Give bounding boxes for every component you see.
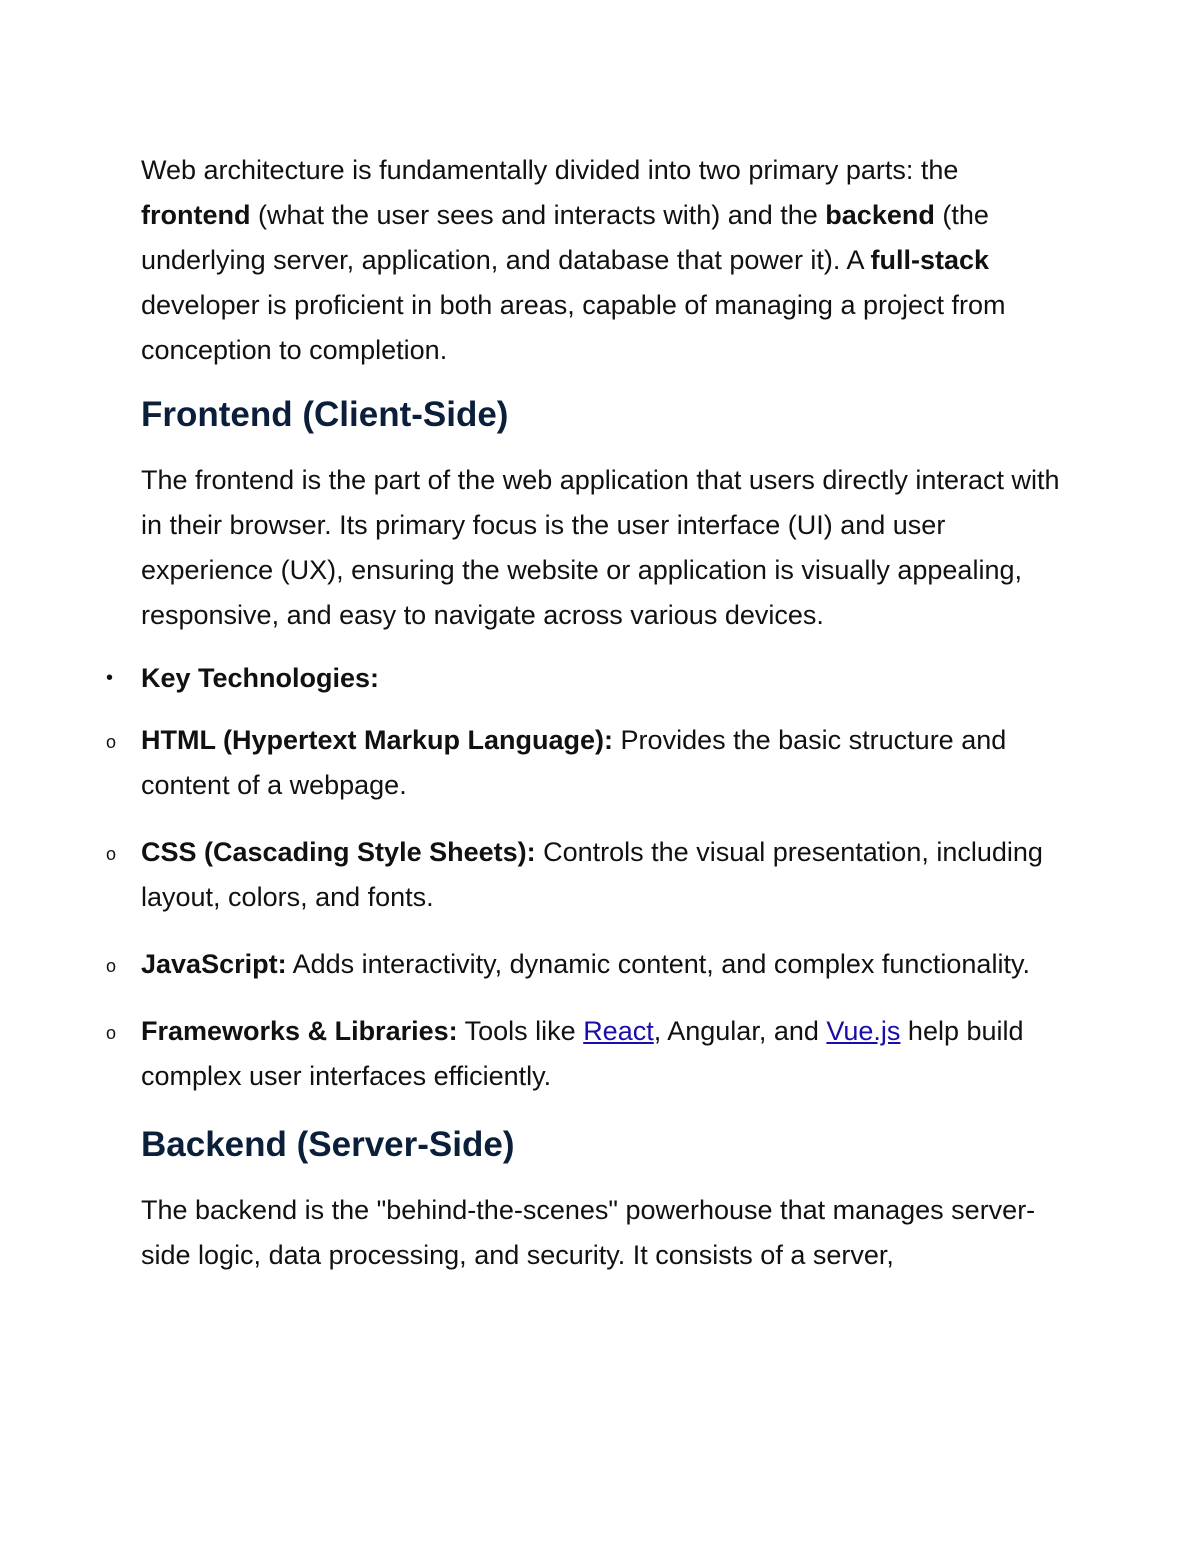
item-label: JavaScript:: [141, 949, 287, 979]
frontend-paragraph: The frontend is the part of the web application that users directly interact with in their browser. Its primary focus is the user interface (UI) and user experience (UX), ensuring the website or application is visually appealing, responsive, and easy to navigate across various devices.: [141, 465, 1060, 630]
intro-text: (the underlying server, application, and database that power it). A: [141, 200, 989, 275]
bullet-circle-icon: o: [106, 732, 117, 752]
key-technologies-label: Key Technologies:: [141, 663, 380, 693]
intro-bold-frontend: frontend: [141, 200, 251, 230]
item-label: CSS (Cascading Style Sheets):: [141, 837, 536, 867]
react-link[interactable]: React: [583, 1016, 654, 1046]
list-item-javascript: [106, 942, 1071, 987]
item-text: Adds interactivity, dynamic content, and complex functionality.: [286, 949, 1030, 979]
backend-heading: Backend (Server-Side): [141, 1125, 515, 1164]
bullet-circle-icon: o: [106, 844, 117, 864]
backend-paragraph: The backend is the "behind-the-scenes" powerhouse that manages server-side logic, data processing, and security. It consists of a server,: [141, 1195, 1036, 1270]
item-text: , Angular, and: [653, 1016, 827, 1046]
key-technologies-list: [106, 656, 1071, 701]
item-label: HTML (Hypertext Markup Language):: [141, 725, 614, 755]
item-text: help build complex user interfaces efficiently.: [141, 1016, 1024, 1091]
item-text: Controls the visual presentation, including layout, colors, and fonts.: [141, 837, 1043, 912]
bullet-circle-icon: o: [106, 1023, 117, 1043]
intro-text: Web architecture is fundamentally divided into two primary parts: the: [141, 155, 959, 185]
list-item-frameworks: [106, 1009, 1071, 1099]
intro-text: (what the user sees and interacts with) and the: [250, 200, 826, 230]
vuejs-link[interactable]: Vue.js: [826, 1016, 901, 1046]
list-item-html: [106, 718, 1071, 808]
document-content: [106, 148, 1071, 1278]
intro-bold-backend: backend: [825, 200, 935, 230]
bullet-circle-icon: o: [106, 956, 117, 976]
item-text: Tools like: [457, 1016, 584, 1046]
intro-text: developer is proficient in both areas, capable of managing a project from conception to completion.: [141, 290, 1006, 365]
frontend-heading: Frontend (Client-Side): [141, 395, 509, 434]
list-item: [106, 656, 1071, 701]
item-text: Provides the basic structure and content of a webpage.: [141, 725, 1007, 800]
technology-sublist: [106, 718, 1071, 1099]
item-label: Frameworks & Libraries:: [141, 1016, 458, 1046]
intro-bold-fullstack: full-stack: [870, 245, 990, 275]
list-item-css: [106, 830, 1071, 920]
bullet-disc-icon: •: [106, 667, 114, 689]
intro-paragraph: [141, 148, 1071, 373]
